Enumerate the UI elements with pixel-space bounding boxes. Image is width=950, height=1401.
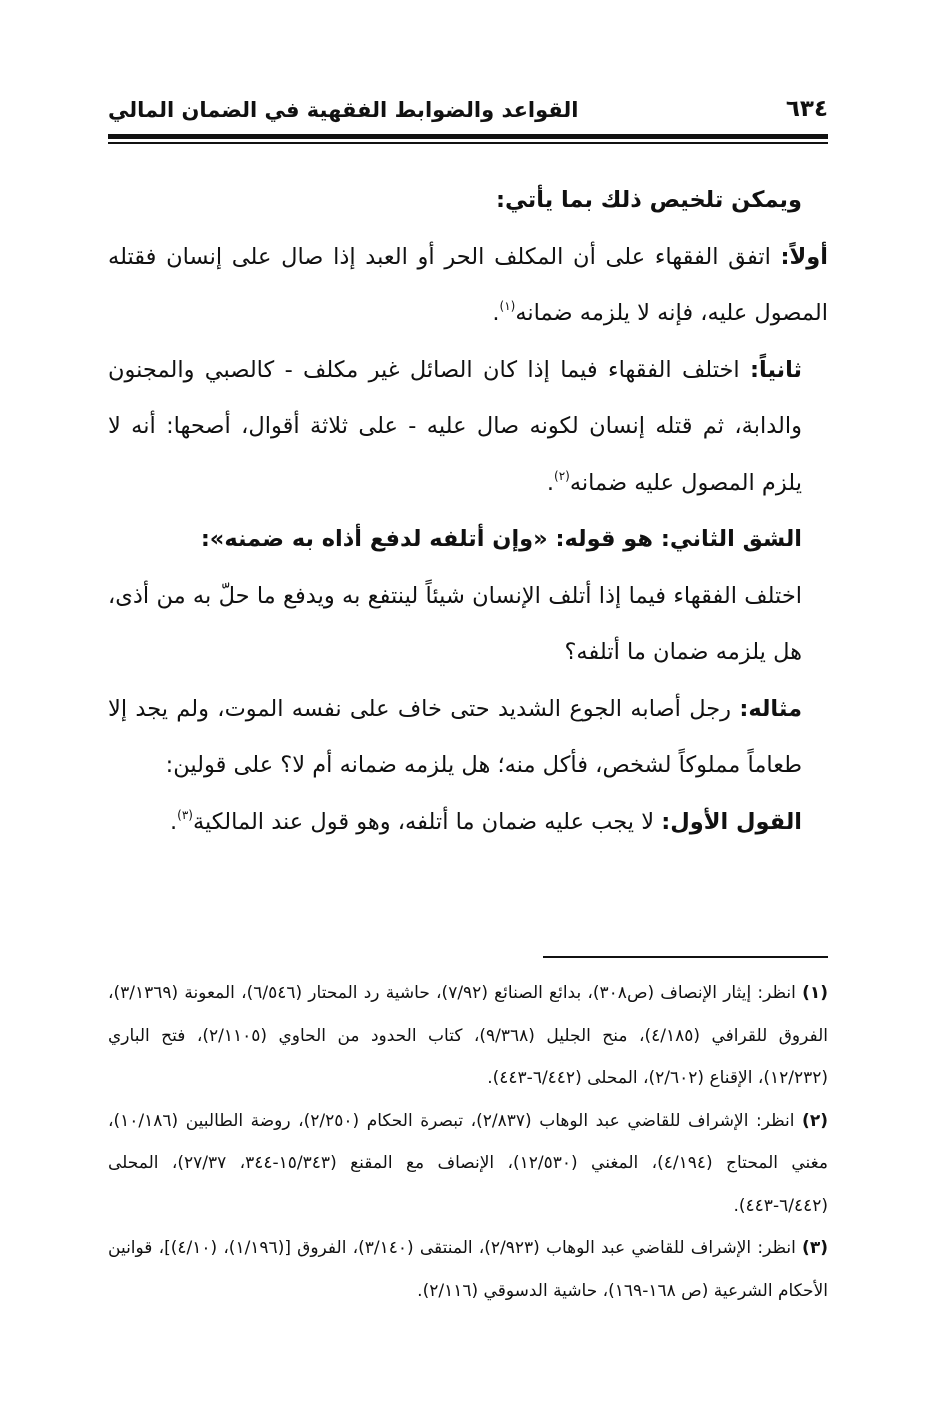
running-header xyxy=(108,92,828,132)
footnote-item xyxy=(108,972,828,1100)
header-rule-thin xyxy=(108,142,828,144)
paragraph-first-opinion: القول الأول: لا يجب عليه ضمان ما أتلفه، وهو قول عند المالكية$^{(٣)}$. xyxy=(169,807,802,835)
footnote-text: انظر: الإشراف للقاضي عبد الوهاب (٢/٨٣٧)، تبصرة الحكام (٢/٢٥٠)، روضة الطالبين (١٠/١٨٦)، مغني المحتاج (٤/١٩٤)، المغني (١٢/٥٣٠)، الإنصاف مع المقنع (١٥/٣٤٣-٣٤٤، ٢٧/٣٧)، المحلى (٦/٤٤٢-٤٤٣). xyxy=(108,1110,828,1216)
footnote-ref: (٣) xyxy=(177,807,193,822)
page-number: ٦٣٤ xyxy=(785,96,828,122)
section-heading: الشق الثاني: هو قوله: «وإن أتلفه لدفع أذاه به ضمنه»: xyxy=(200,526,802,552)
paragraph-text: لا يجب عليه ضمان ما أتلفه، وهو قول عند المالكية xyxy=(192,808,662,835)
paragraph-text: اتفق الفقهاء على أن المكلف الحر أو العبد إذا صال على إنسان فقتله المصول عليه، فإنه لا يلزمه ضمانه xyxy=(108,243,828,326)
footnote-item xyxy=(108,1100,828,1228)
footnote-ref: (١) xyxy=(499,299,516,313)
paragraph-second: ثانياً: اختلف الفقهاء فيما إذا كان الصائل غير مكلف - كالصبي والمجنون والدابة، ثم قتله إنسان لكونه صال عليه - على ثلاثة أقوال، أصحها: أنه لا يلزم المصول عليه ضمانه$^{(٢)}$. xyxy=(108,356,802,496)
footnote-text: انظر: إيثار الإنصاف (ص٣٠٨)، بدائع الصنائع (٧/٩٢)، حاشية رد المحتار (٦/٥٤٦)، المعونة (٣/١٣٦٩)، الفروق للقرافي (٤/١٨٥)، منح الجليل (٩/٣٦٨)، كتاب الحدود من الحاوي (٢/١١٠٥)، فتح الباري (١٢/٢٣٢)، الإقناع (٢/٦٠٢)، المحلى (٦/٤٤٢-٤٤٣). xyxy=(108,983,828,1088)
intro-line: ويمكن تلخيص ذلك بما يأتي: xyxy=(496,187,802,213)
main-text xyxy=(108,172,828,850)
footnote-text: انظر: الإشراف للقاضي عبد الوهاب (٢/٩٢٣)، المنتقى (٣/١٤٠)، الفروق [(١/١٩٦)، (٤/١٠)]، قوانين الأحكام الشرعية (ص ١٦٨-١٦٩)، حاشية الدسوقي (٢/١١٦). xyxy=(108,1238,828,1301)
paragraph-third: اختلف الفقهاء فيما إذا أتلف الإنسان شيئاً لينتفع به ويدفع ما حلّ به من أذى، هل يلزمه ضمان ما أتلفه؟ xyxy=(108,582,802,665)
paragraph-text: رجل أصابه الجوع الشديد حتى خاف على نفسه الموت، ولم يجد إلا طعاماً مملوكاً لشخص، فأكل منه؛ هل يلزمه ضمانه أم لا؟ على قولين: xyxy=(108,695,802,778)
footnote-ref: (٢) xyxy=(554,468,570,483)
footnote-number: (١) xyxy=(802,983,829,1003)
footnotes xyxy=(108,972,828,1312)
footnote-item xyxy=(108,1227,828,1312)
paragraph-label: مثاله: xyxy=(739,695,802,722)
paragraph-first: أولاً: اتفق الفقهاء على أن المكلف الحر أو العبد إذا صال على إنسان فقتله المصول عليه، فإنه لا يلزمه ضمانه$^{(١)}$. xyxy=(108,243,828,326)
paragraph-label: ثانياً: xyxy=(750,356,802,383)
header-rule-thick xyxy=(108,134,828,139)
footnote-separator xyxy=(543,956,828,958)
paragraph-label: القول الأول: xyxy=(661,808,802,835)
footnote-number: (٣) xyxy=(802,1238,828,1258)
paragraph-text: اختلف الفقهاء فيما إذا كان الصائل غير مكلف - كالصبي والمجنون والدابة، ثم قتله إنسان لكونه صال عليه - على ثلاثة أقوال، أصحها: أنه لا يلزم المصول عليه ضمانه xyxy=(108,356,802,496)
footnote-number: (٢) xyxy=(802,1110,828,1131)
paragraph-example xyxy=(108,681,828,794)
paragraph-label: أولاً: xyxy=(780,243,828,270)
running-title: القواعد والضوابط الفقهية في الضمان المالي xyxy=(108,98,579,122)
